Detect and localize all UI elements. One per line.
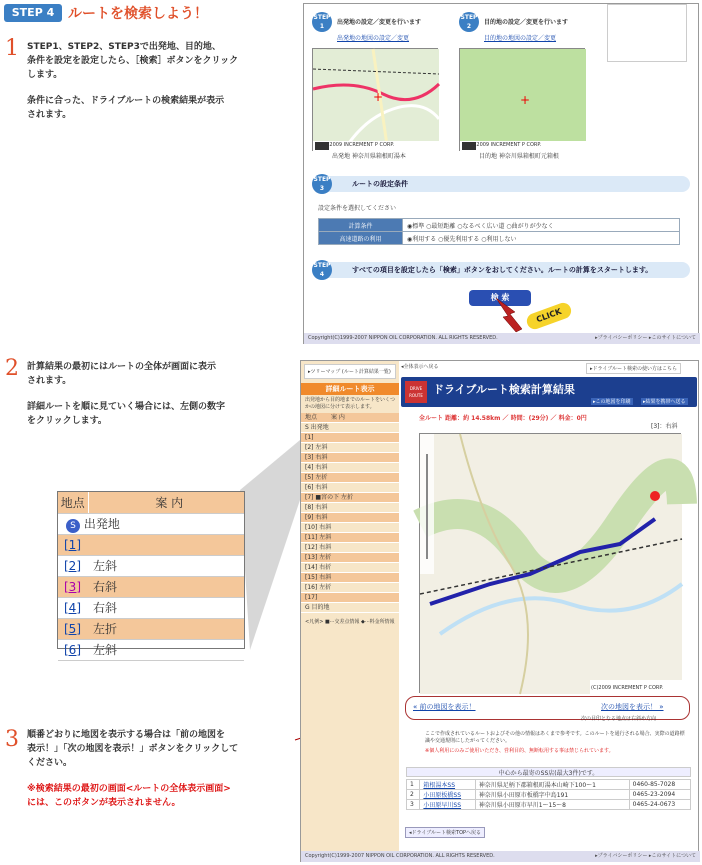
sidebar-head: 地点 案 内 — [301, 413, 399, 423]
step3-bar: ルートの設定条件 — [312, 176, 690, 192]
help-link[interactable]: ▸ドライブルート検索の使い方はこちら — [586, 363, 681, 374]
ss-index: 1 — [407, 780, 420, 790]
route-list-zoom: 地点 案 内 S 出発地 [1] [2] 左斜 [3] 右斜 [4] 右斜 [5] 左折 [6] 左斜 — [57, 491, 245, 649]
ss-address: 神奈川県小田原市早川1ー15ー8 — [475, 800, 629, 810]
nearest-ss-table — [406, 779, 691, 810]
ss-row — [407, 790, 691, 800]
ss-index: 3 — [407, 800, 420, 810]
legend: <凡例> ■···交差点情報 ◆···料金所情報 — [305, 619, 395, 625]
sidebar-route-item[interactable]: [8] 右斜 — [301, 503, 399, 513]
ss-name-link[interactable]: 箱根湯本SS — [420, 780, 475, 790]
next-map-button[interactable]: 次の地図を表示！ » — [601, 703, 664, 711]
treemap-link[interactable]: ▸ツリーマップ (ルート計算結果一覧) — [304, 364, 396, 379]
sidebar-route-item[interactable]: [1] — [301, 433, 399, 443]
map-copyright: (C)2009 INCREMENT P CORP. — [591, 685, 664, 691]
sidebar-route-item[interactable]: [6] 右斜 — [301, 483, 399, 493]
zoom-start-label: 出発地 — [83, 516, 120, 531]
ss-row — [407, 800, 691, 810]
sidebar-route-item[interactable]: [5] 左折 — [301, 473, 399, 483]
step3-hint: 設定条件を選択してください — [318, 205, 397, 212]
step4-badge: STEP 4 — [4, 4, 62, 22]
ss-address: 神奈川県足柄下郡箱根町湯本山崎下100ー1 — [475, 780, 629, 790]
goal-caption: 目的地 神奈川県箱根町元箱根 — [479, 153, 559, 160]
sidebar-route-item[interactable]: [15] 右斜 — [301, 573, 399, 583]
page-title: ルートを検索しよう！ — [68, 6, 208, 22]
route-map-graphic — [420, 434, 682, 694]
usage-notice: ※個人利用にのみご使用いただき、営利目的、無断転用する事は禁じられています。 — [425, 748, 614, 754]
sidebar-route-item[interactable]: G 目的地 — [301, 603, 399, 613]
search-button[interactable]: 検 索 — [469, 290, 531, 306]
step1-circle: STEP 1 — [313, 14, 331, 30]
next-point-note: 次の目印となる地点は右斜め方向 — [581, 716, 657, 722]
start-map-link[interactable]: 出発地の地図の設定／変更 — [337, 35, 410, 42]
calc-condition-label: 計算条件 — [319, 219, 403, 232]
sidebar-route-item[interactable]: [13] 左折 — [301, 553, 399, 563]
start-caption: 出発地 神奈川県箱根町湯本 — [332, 153, 406, 160]
step2-title: 目的地の設定／変更を行います — [484, 19, 569, 26]
sidebar-route-item[interactable]: [3] 右斜 — [301, 453, 399, 463]
zoom-route-link-2[interactable]: [2] — [64, 559, 81, 573]
highway-label: 高速道路の利用 — [319, 232, 403, 245]
step1-description: STEP1、STEP2、STEP3で出発地、目的地、 条件を設定を設定したら、［検索］ボタンをクリック します。 条件に合った、ドライブルートの検索結果が表示 されます。 — [27, 42, 239, 120]
ss-name-link[interactable]: 小田原板橋SS — [420, 790, 475, 800]
result-title: ドライブルート検索計算結果 — [433, 383, 575, 396]
step3-description: 順番どおりに地図を表示する場合は「前の地図を 表示！」「次の地図を表示！」ボタンをクリックして ください。 ※検索結果の最初の画面<ルートの全体表示画面> には、このボタンが表示されません。 — [27, 730, 239, 808]
route-map[interactable] — [419, 433, 681, 693]
map1-copyright: (C)2009 INCREMENT P CORP. — [322, 142, 395, 148]
ss-address: 神奈川県小田原市板橋字中島191 — [475, 790, 629, 800]
calc-condition-options[interactable]: ◉標準 ○最短距離 ○なるべく広い道 ○曲がりが少なく — [403, 219, 680, 232]
route-point-list — [301, 423, 399, 613]
step-number-3: 3 — [5, 727, 19, 752]
step2-circle: STEP 2 — [460, 14, 478, 30]
step4-circle: STEP 4 — [313, 262, 331, 278]
ss-phone: 0465-24-0673 — [629, 800, 690, 810]
goal-map-link[interactable]: 目的地の地図の設定／変更 — [484, 35, 557, 42]
ss-phone: 0460-85-7028 — [629, 780, 690, 790]
sidebar-route-item[interactable]: [17] — [301, 593, 399, 603]
print-map-button[interactable]: ▸この地図を印刷 — [593, 399, 631, 405]
step-number-1: 1 — [5, 36, 19, 61]
send-mobile-button[interactable]: ▸結果を携帯へ送る — [643, 399, 686, 405]
sidebar-route-item[interactable]: [10] 右斜 — [301, 523, 399, 533]
zoom-route-link-4[interactable]: [4] — [64, 601, 81, 615]
sidebar-route-item[interactable]: S 出発地 — [301, 423, 399, 433]
route-summary: 全ルート 距離：約 14.58km ／ 時間：(29分) ／ 料金：0円 — [419, 415, 587, 422]
sidebar-hint: 出発地から目的地までのルートをいくつかの地図に分けて表示します。 — [305, 397, 396, 410]
prev-map-button[interactable]: « 前の地図を表示！ — [413, 703, 476, 711]
back-to-overview-link[interactable]: ◂全体表示へ戻る — [401, 364, 439, 370]
sidebar-route-item[interactable]: [14] 右折 — [301, 563, 399, 573]
sidebar — [301, 361, 399, 851]
sidebar-route-item[interactable]: [2] 左斜 — [301, 443, 399, 453]
zoom-route-link-1[interactable]: [1] — [64, 537, 81, 552]
sidebar-route-item[interactable]: [9] 右斜 — [301, 513, 399, 523]
step2-description: 計算結果の最初にはルートの全体が画面に表示 されます。 詳細ルートを順に見ていく場合には、左側の数字 をクリックします。 — [27, 362, 226, 426]
map2-copyright: (C)2009 INCREMENT P CORP. — [469, 142, 542, 148]
step3-circle: STEP 3 — [313, 176, 331, 192]
step1-title: 出発地の設定／変更を行います — [337, 19, 422, 26]
sidebar-route-item[interactable]: [11] 左斜 — [301, 533, 399, 543]
start-s-icon: S — [66, 519, 80, 533]
screen1-footer: Copyright(C)1999-2007 NIPPON OIL CORPORATION. ALL RIGHTS RESERVED. ▸プライバシーポリシー ▸このサイトについて — [304, 333, 700, 344]
highway-options[interactable]: ◉利用する ○優先利用する ○利用しない — [403, 232, 680, 245]
route-result-screenshot — [300, 360, 699, 862]
goal-marker: + — [520, 93, 531, 107]
nearest-ss-title: 中心から最寄のSS店(最大3件)です。 — [406, 767, 691, 777]
sidebar-route-item[interactable]: [4] 右斜 — [301, 463, 399, 473]
step-number-2: 2 — [5, 356, 19, 381]
sidebar-route-item[interactable]: [12] 右斜 — [301, 543, 399, 553]
zoom-route-link-6[interactable]: [6] — [64, 643, 81, 657]
click-badge: CLICK — [525, 301, 574, 332]
step4-bar: すべての項目を設定したら「検索」ボタンをおしてください。ルートの計算をスタートします。 — [312, 262, 690, 278]
screen2-footer: Copyright(C)1999-2007 NIPPON OIL CORPORATION. ALL RIGHTS RESERVED. ▸プライバシーポリシー ▸このサイトについて — [301, 851, 700, 862]
ss-phone: 0465-23-2094 — [629, 790, 690, 800]
back-to-top-button[interactable]: ◂ドライブルート検索TOPへ戻る — [405, 827, 485, 838]
zoom-head-guide: 案 内 — [88, 492, 244, 513]
sidebar-title: 詳細ルート表示 — [301, 383, 399, 395]
result-header — [401, 377, 697, 407]
start-marker: + — [373, 90, 384, 104]
disclaimer: ここで作成されているルートおよびその他の情報はあくまで参考です。このルートを通行される場合、実際の道路標識や交通規則にしたがってください。 — [425, 731, 685, 744]
ss-index: 2 — [407, 790, 420, 800]
drive-route-logo: DRIVE ROUTE — [405, 381, 427, 403]
sidebar-route-item[interactable]: [16] 左折 — [301, 583, 399, 593]
zoom-route-link-5[interactable]: [5] — [64, 622, 81, 636]
sidebar-route-item[interactable]: [7] ■宮の下 左折 — [301, 493, 399, 503]
zoom-route-link-3[interactable]: [3] — [64, 580, 81, 594]
current-point: [3]：右斜 — [651, 423, 678, 430]
ss-row — [407, 780, 691, 790]
zoom-head-point: 地点 — [58, 492, 88, 513]
ss-name-link[interactable]: 小田原早川SS — [420, 800, 475, 810]
